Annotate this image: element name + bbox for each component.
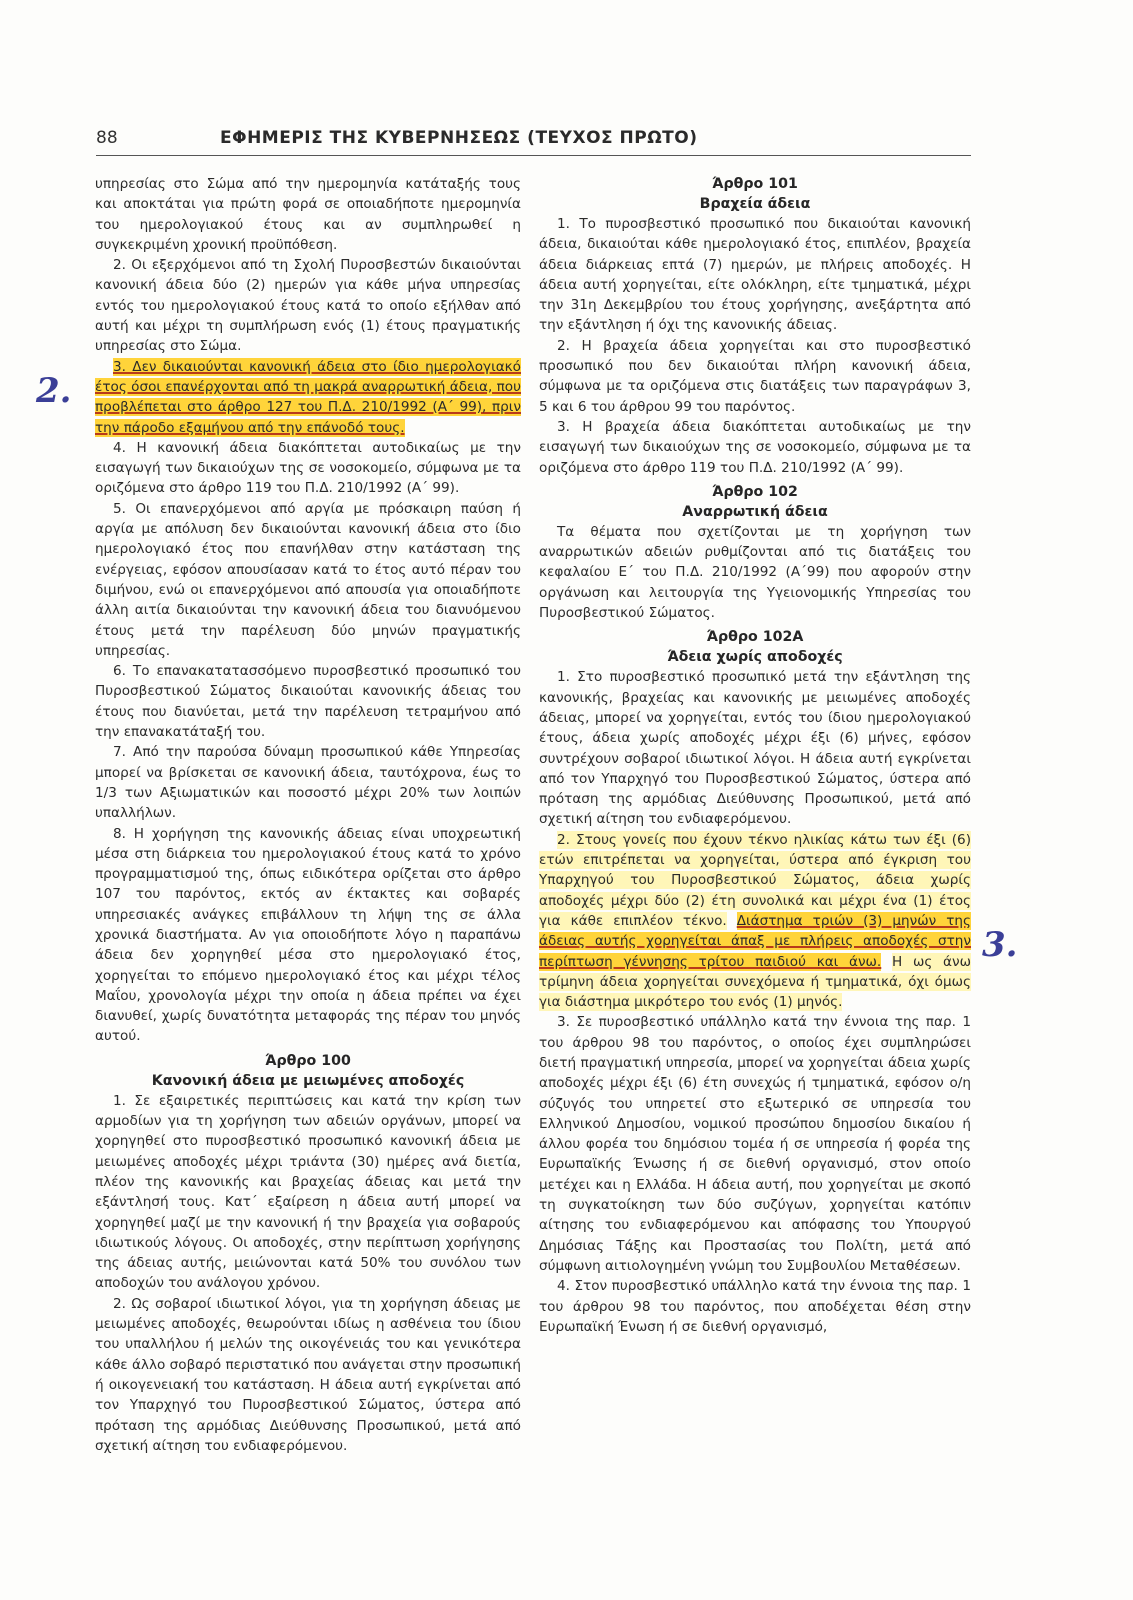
article-100-subtitle: Κανονική άδεια με μειωμένες αποδοχές: [151, 1072, 465, 1089]
margin-annotation-2: 2.: [36, 371, 72, 411]
paragraph-99-3: [95, 357, 521, 438]
margin-annotation-3: 3.: [982, 925, 1018, 965]
right-column: [539, 174, 971, 1337]
paragraph-102-1: Τα θέματα που σχετίζονται με τη χορήγηση των αναρρωτικών αδειών ρυθμίζονται από τις διατάξεις του κεφαλαίου Ε΄ του Π.Δ. 210/1992 (Α΄99) που αφορούν στην οργάνωση και λειτουργία της Υγειονομικής Υπηρεσίας του Πυροσβεστικού Σώματος.: [539, 523, 971, 622]
paragraph-102a-3: 3. Σε πυροσβεστικό υπάλληλο κατά την έννοια της παρ. 1 του άρθρου 98 του παρόντος, ο οποίος έχει συμπληρώσει διετή πραγματική υπηρεσία, μπορεί να χορηγείται άδεια χωρίς αποδοχές μέχρι έξι (6) έτη συνεχώς ή τμηματικά, εφόσον ο/η σύζυγός του υπηρετεί στο εξωτερικό σε υπηρεσία του Ελληνικού Δημοσίου, νομικού προσώπου δημοσίου δικαίου ή άλλου φορέα του δημόσιου τομέα ή σε υπηρεσία ή φορέα της Ευρωπαϊκής Ένωσης ή σε διεθνή οργανισμό, στον οποίο μετέχει και η Ελλάδα. Η άδεια αυτή, που χορηγείται με σκοπό τη συγκατοίκηση των δύο συζύγων, χορηγείται κατόπιν αίτησης του ενδιαφερόμενου και απόφασης του Υπουργού Δημόσιας Τάξης και Προστασίας του Πολίτη, μετά από σύμφωνη αιτιολογημένη γνώμη του Συμβουλίου Μεταθέσεων.: [539, 1014, 971, 1274]
page-header: [96, 128, 970, 154]
paragraph-99-7: 7. Από την παρούσα δύναμη προσωπικού κάθε Υπηρεσίας μπορεί να βρίσκεται σε κανονική άδεια, ταυτόχρονα, έως το 1/3 των Αξιωματικών και ποσοστό μέχρι 20% των λοιπών υπαλλήλων.: [95, 744, 521, 822]
article-100-title: Άρθρο 100: [265, 1052, 351, 1069]
page-number: 88: [96, 128, 118, 148]
highlighted-text-yellow: Η ως άνω τρίμηνη άδεια χορηγείται συνεχόμενα ή τμηματικά, όχι όμως για διάστημα μικρότερο του ενός (1) μηνός.: [539, 953, 971, 1011]
highlighted-text-orange: 3. Δεν δικαιούνται κανονική άδεια στο ίδιο ημερολογιακό έτος όσοι επανέρχονται από τη μακρά αναρρωτική άδεια, που προβλέπεται στο άρθρο 127 του Π.Δ. 210/1992 (Α΄ 99), πριν την πάροδο εξαμήνου από την επάνοδό τους.: [95, 358, 521, 436]
paragraph-101-2: 2. Η βραχεία άδεια χορηγείται και στο πυροσβεστικό προσωπικό που δεν δικαιούται πλήρη κανονική άδεια, σύμφωνα με τα οριζόμενα στις διατάξεις των παραγράφων 3, 5 και 6 του άρθρου 99 του παρόντος.: [539, 337, 971, 415]
paragraph-99-4: 4. Η κανονική άδεια διακόπτεται αυτοδικαίως με την εισαγωγή των δικαιούχων της σε νοσοκομείο, σύμφωνα με τα οριζόμενα στο άρθρο 119 του Π.Δ. 210/1992 (Α΄ 99).: [95, 439, 521, 497]
paragraph-101-3: 3. Η βραχεία άδεια διακόπτεται αυτοδικαίως με την εισαγωγή των δικαιούχων της σε νοσοκομείο, σύμφωνα με τα οριζόμενα στο άρθρο 119 του Π.Δ. 210/1992 (Α΄ 99).: [539, 418, 971, 476]
paragraph-99-8: 8. Η χορήγηση της κανονικής άδειας είναι υποχρεωτική μέσα στη διάρκεια του ημερολογιακού έτους κατά το χρόνο προγραμματισμού της, όπως ειδικότερα ορίζεται στο άρθρο 107 του παρόντος, εκτός αν έκτακτες και σοβαρές υπηρεσιακές ανάγκες επιβάλλουν τη λήψη της σε άλλα χρονικά διαστήματα. Αν για οποιοδήποτε λόγο η παραπάνω άδεια δεν χορηγηθεί μέσα στο ημερολογιακό έτος, χορηγείται το επόμενο ημερολογιακό έτος και μέχρι τέλος Μαΐου, χρονολογία μέχρι την οποία η άδεια πρέπει να έχει διανυθεί, χωρίς δυνατότητα μεταφοράς της πέραν του μηνός αυτού.: [95, 825, 521, 1045]
paragraph-100-1: 1. Σε εξαιρετικές περιπτώσεις και κατά την κρίση των αρμοδίων για τη χορήγηση των αδειών οργάνων, μπορεί να χορηγηθεί στο πυροσβεστικό προσωπικό κανονική άδεια με μειωμένες αποδοχές μέχρι τριάντα (30) ημέρες ανά διετία, πλέον της κανονικής και βραχείας άδειας και μετά την εξάντλησή τους. Κατ΄ εξαίρεση η άδεια αυτή μπορεί να χορηγηθεί μαζί με την κανονική ή την βραχεία για σοβαρούς ιδιωτικούς λόγους. Οι αποδοχές, στην περίπτωση χορήγησης της άδειας αυτής, μειώνονται κατά 50% του συνόλου των αποδοχών του ανάλογου χρόνου.: [95, 1092, 521, 1292]
article-102-subtitle: Αναρρωτική άδεια: [682, 503, 828, 520]
article-101-subtitle: Βραχεία άδεια: [699, 196, 811, 212]
article-102-title: Άρθρο 102: [712, 483, 798, 500]
header-rule: [96, 155, 971, 156]
paragraph-99-6: 6. Το επανακατατασσόμενο πυροσβεστικό προσωπικό του Πυροσβεστικού Σώματος δικαιούται κανονικής άδειας του έτους που διανύεται, μετά την παρέλευση τετραμήνου από την επανακατάταξή του.: [95, 663, 521, 741]
paragraph-99-5: 5. Οι επανερχόμενοι από αργία με πρόσκαιρη παύση ή αργία με απόλυση δεν δικαιούνται κανονική άδεια στο ίδιο ημερολογιακό έτος που επανήλθαν στην κατάσταση της ενέργειας, εφόσον απουσίασαν κατά το έτος αυτό πέραν του διμήνου, ενώ οι επανερχόμενοι από απουσία για οποιαδήποτε άλλη αιτία δικαιούνται την κανονική άδεια του διανυόμενου έτους μετά την παρέλευση δύο μηνών πραγματικής υπηρεσίας.: [95, 500, 521, 659]
paragraph-100-2: 2. Ως σοβαροί ιδιωτικοί λόγοι, για τη χορήγηση άδειας με μειωμένες αποδοχές, θεωρούνται ιδίως η ασθένεια του ίδιου του υπαλλήλου ή μελών της οικογένειάς του και γενικότερα κάθε άλλο σοβαρό περιστατικό που ανάγεται στην προσωπική ή οικογενειακή του κατάσταση. Η άδεια αυτή εγκρίνεται από τον Υπαρχηγό του Πυροσβεστικού Σώματος, ύστερα από πρόταση της αρμόδιας Διεύθυνσης Προσωπικού, μετά από σχετική αίτηση του ενδιαφερόμενου.: [95, 1295, 521, 1454]
highlighted-text-yellow: 2. Στους γονείς που έχουν τέκνο ηλικίας κάτω των έξι (6) ετών επιτρέπεται να χορηγείται, ύστερα από έγκριση του Υπαρχηγού του Πυροσβεστικού Σώματος, άδεια χωρίς αποδοχές μέχρι δύο (2) έτη συνολικά και μέχρι ένα (1) έτος για κάθε επιπλέον τέκνο.: [539, 831, 971, 929]
article-102a-subtitle: Άδεια χωρίς αποδοχές: [667, 649, 843, 666]
left-column: [95, 174, 521, 1456]
running-title: ΕΦΗΜΕΡΙΣ ΤΗΣ ΚΥΒΕΡΝΗΣΕΩΣ (ΤΕΥΧΟΣ ΠΡΩΤΟ): [220, 128, 698, 148]
paragraph-101-1: 1. Το πυροσβεστικό προσωπικό που δικαιούται κανονική άδεια, δικαιούται κάθε ημερολογιακό έτος, επιπλέον, βραχεία άδεια διάρκειας επτά (7) ημερών, με πλήρεις αποδοχές. Η άδεια αυτή χορηγείται, είτε ολόκληρη, είτε τμηματικά, μέχρι την 31η Δεκεμβρίου του έτους χορήγησης, ανεξάρτητα από την εξάντληση ή όχι της κανονικής άδειας.: [539, 216, 971, 334]
paragraph-102a-2: [539, 830, 971, 1013]
highlighted-text-orange: Διάστημα τριών (3) μηνών της άδειας αυτής χορηγείται άπαξ με πλήρεις αποδοχές στην περίπτωση γέννησης τρίτου παιδιού και άνω.: [539, 912, 971, 970]
article-102a-title: Άρθρο 102Α: [706, 629, 804, 646]
article-101-title: Άρθρο 101: [712, 176, 798, 192]
paragraph-102a-4: 4. Στον πυροσβεστικό υπάλληλο κατά την έννοια της παρ. 1 του άρθρου 98 του παρόντος, που αποδέχεται θέση στην Ευρωπαϊκή Ένωση ή σε διεθνή οργανισμό,: [539, 1278, 971, 1335]
paragraph-continuation: υπηρεσίας στο Σώμα από την ημερομηνία κατάταξής τους και αποκτάται για πρώτη φορά σε οποιαδήποτε ημερομηνία του ημερολογιακού έτους και αν συμπληρωθεί η συγκεκριμένη χρονική προϋπόθεση.: [95, 176, 521, 253]
paragraph-99-2: 2. Οι εξερχόμενοι από τη Σχολή Πυροσβεστών δικαιούνται κανονική άδεια δύο (2) ημερών για κάθε μήνα υπηρεσίας εντός του ημερολογιακού έτους κατά το οποίο εξήλθαν από αυτή και μέχρι τη συμπλήρωση ενός (1) έτους πραγματικής υπηρεσίας στο Σώμα.: [95, 257, 521, 355]
paragraph-102a-1: 1. Στο πυροσβεστικό προσωπικό μετά την εξάντληση της κανονικής, βραχείας και κανονικής με μειωμένες αποδοχές άδειας, μπορεί να χορηγείται, εντός του ίδιου ημερολογιακού έτους, άδεια χωρίς αποδοχές μέχρι έξι (6) μήνες, εφόσον συντρέχουν σοβαροί ιδιωτικοί λόγοι. Η άδεια αυτή εγκρίνεται από τον Υπαρχηγό του Πυροσβεστικού Σώματος, ύστερα από πρόταση της αρμόδιας Διεύθυνσης Προσωπικού, μετά από σχετική αίτηση του ενδιαφερόμενου.: [539, 669, 971, 828]
